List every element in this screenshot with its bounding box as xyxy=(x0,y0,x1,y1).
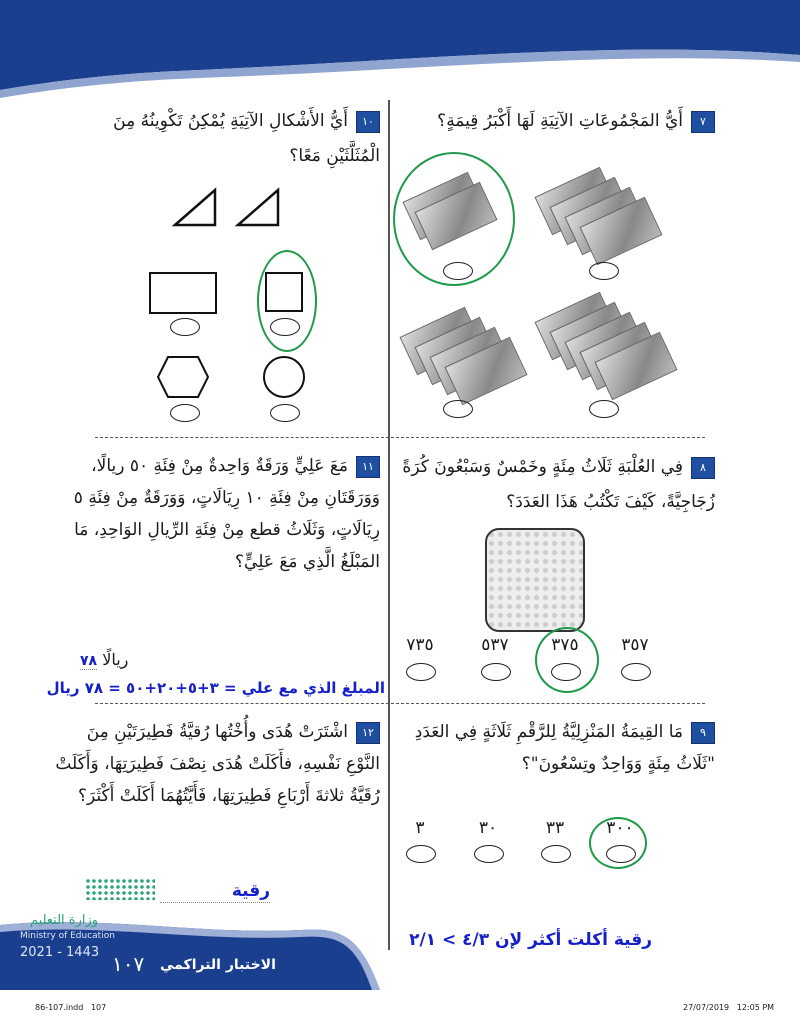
ministry-name-en: Ministry of Education xyxy=(20,931,115,941)
question-number: ٧ xyxy=(691,111,715,133)
question-12 xyxy=(55,716,380,812)
header-banner xyxy=(0,0,800,100)
question-7 xyxy=(400,104,715,139)
ministry-name-ar: وزارة التعليم xyxy=(30,913,99,928)
answer-bubble[interactable] xyxy=(589,400,619,418)
print-file-name: 86-107.indd 107 xyxy=(35,1003,107,1012)
answer-bubble[interactable] xyxy=(170,318,200,336)
answer-bubble[interactable] xyxy=(481,663,511,681)
question-text: فِي العُلْبَةِ ثَلَاثُ مِئَةٍ وخَمْسٌ وَسَبْعُونَ كُرَةً زُجَاجِيَّةً، كَيْفَ تَكْتُبُ هَذَا العَدَدَ؟ xyxy=(402,457,715,512)
question-8 xyxy=(400,450,715,520)
handwritten-explanation: رقية أكلت أكثر لإن ٤/٣ > ٢/١ xyxy=(409,930,652,950)
selected-answer-circle xyxy=(589,817,647,869)
answer-bubble[interactable] xyxy=(443,400,473,418)
question-number: ٨ xyxy=(691,457,715,479)
option-label: ٣ xyxy=(415,818,425,838)
page-number: ١٠٧ xyxy=(112,952,145,976)
option-label: ٣٧٥ xyxy=(551,635,579,655)
question-number: ١٢ xyxy=(356,722,380,744)
ministry-year: 2021 - 1443 xyxy=(20,945,100,960)
answer-line[interactable] xyxy=(160,880,270,903)
question-text: أَيُّ الأَشْكالِ الآتِيَةِ يُمْكِنُ تَكْوِينُهُ مِنَ الْمُثَلَّثَيْنِ مَعًا؟ xyxy=(113,111,380,166)
hexagon-shape xyxy=(158,357,208,397)
answer-bubble[interactable] xyxy=(541,845,571,863)
column-divider xyxy=(388,100,390,950)
option-label: ٣٠٠ xyxy=(606,818,634,838)
ministry-logo-dots xyxy=(85,878,155,900)
answer-bubble[interactable] xyxy=(474,845,504,863)
triangle-shape xyxy=(175,190,215,225)
question-text: مَعَ عَلِيٍّ وَرَقَةٌ وَاحِدةٌ مِنْ فِئَةِ ٥٠ ريالًا، وَوَرَقَتَانِ مِنْ فِئَةِ ١٠ رِيَالَاتٍ، وَوَرَقَةٌ مِنْ فِئَةِ ٥ رِيَالَاتٍ، وَثَلَاثُ قطع مِنْ فِئَةِ الرِّيالِ الوَاحِدِ، مَا المَبْلَغُ الَّذِي مَعَ عَلِيٍّ؟ xyxy=(73,456,380,572)
answer-bubble[interactable] xyxy=(406,845,436,863)
answer-bubble[interactable] xyxy=(406,663,436,681)
option-label: ٣٠ xyxy=(478,818,498,838)
print-timestamp: 27/07/2019 12:05 PM xyxy=(683,1003,775,1012)
question-number: ٩ xyxy=(691,722,715,744)
answer-line xyxy=(80,650,128,671)
section-title: الاختبار التراكمي xyxy=(160,957,276,973)
rectangle-shape xyxy=(150,273,216,313)
answer-value: رقية xyxy=(231,881,270,901)
option-label: ٣٥٧ xyxy=(621,635,649,655)
triangle-shape xyxy=(238,190,278,225)
answer-bubble[interactable] xyxy=(589,262,619,280)
answer-value[interactable]: ٧٨ xyxy=(80,653,98,669)
question-text: أَيُّ المَجْمُوعَاتِ الآتِيَةِ لَهَا أَكْبَرُ قِيمَةٍ؟ xyxy=(437,111,683,131)
option-label: ٣٣ xyxy=(545,818,565,838)
question-text: مَا القِيمَةُ المَنْزِلِيَّةُ لِلرَّقْمِ ثَلَاثَةٍ فِي العَدَدِ "ثَلَاثُ مِئَةٍ وَوَاحِدٌ وتِسْعُونَ"؟ xyxy=(414,722,715,774)
selected-answer-circle xyxy=(393,152,515,286)
question-number: ١١ xyxy=(356,456,380,478)
circle-shape xyxy=(264,357,304,397)
marble-jar-image xyxy=(485,528,585,632)
selected-answer-circle xyxy=(535,627,599,693)
row-divider xyxy=(95,437,705,438)
row-divider xyxy=(95,703,705,704)
answer-bubble[interactable] xyxy=(621,663,651,681)
selected-answer-circle xyxy=(257,250,317,352)
question-number: ١٠ xyxy=(356,111,380,133)
question-10 xyxy=(65,104,380,174)
answer-bubble[interactable] xyxy=(170,404,200,422)
option-label: ٧٣٥ xyxy=(406,635,434,655)
answer-unit: ريالًا xyxy=(102,650,129,669)
option-label: ٥٣٧ xyxy=(481,635,509,655)
question-text: اشْتَرَتْ هُدَى وأُخْتُها رُقيَّةُ فَطِيرَتَيْنِ مِنَ النَّوْعِ نَفْسِهِ، فأَكَلَتْ هُدَى نِصْفَ فَطِيرَتِهَا، وَأَكَلَتْ رُقَيَّةُ ثلاثةَ أَرْبَاعِ فَطِيرَتِهَا، فَأَيَّتُهُمَا أَكَلَتْ أَكْثَرَ؟ xyxy=(55,722,380,806)
question-11 xyxy=(55,450,380,578)
question-9 xyxy=(400,716,715,780)
handwritten-work: المبلغ الذي مع علي = ٣+٥+٢٠+٥٠ = ٧٨ ريال xyxy=(46,679,385,697)
answer-bubble[interactable] xyxy=(270,404,300,422)
